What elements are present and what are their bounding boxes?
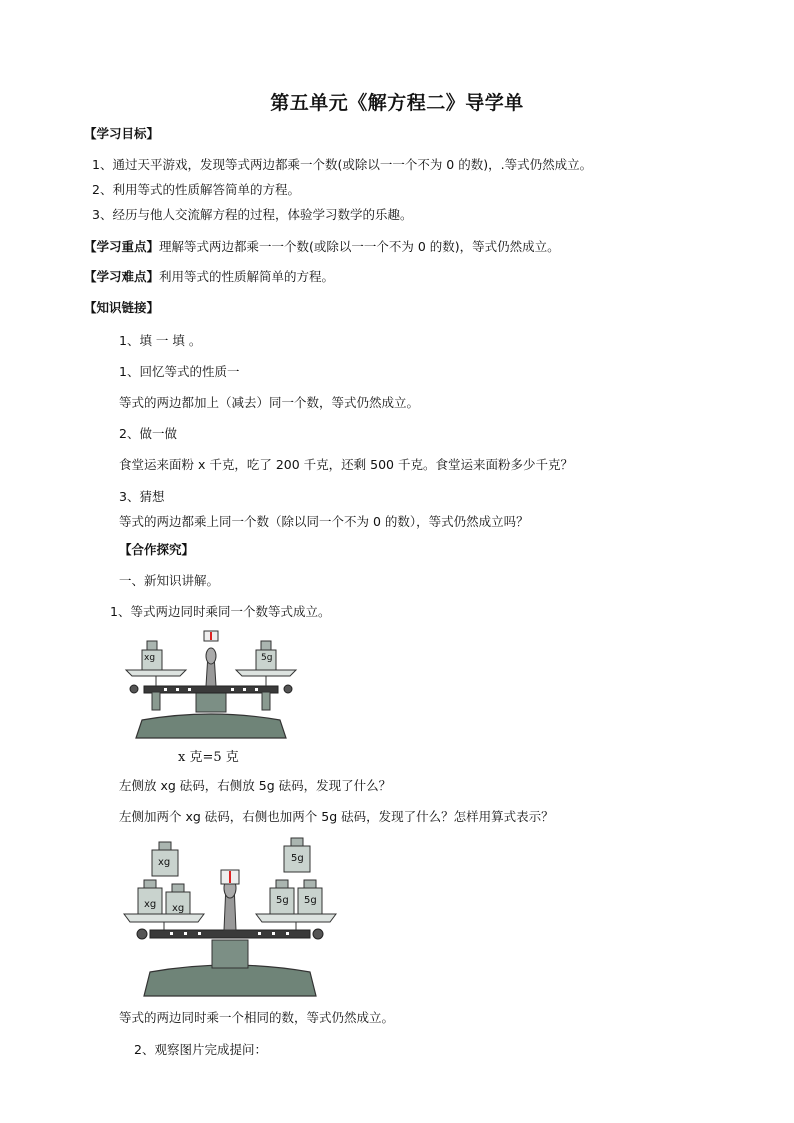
knowledge-heading: 【知识链接】 [84,300,160,315]
scale2-right-label-top: 5g [291,853,304,864]
scale2-left-label-2: xg [172,903,185,914]
goal-1: 1、通过天平游戏，发现等式两边都乘一个数(或除以一一个不为 0 的数)，.等式仍然成立。 [92,157,593,172]
key-point-label: 【学习重点】 [84,239,160,254]
scale2-left-label-1: xg [144,899,157,910]
coop-heading: 【合作探究】 [119,542,195,557]
goals-heading: 【学习目标】 [84,126,160,141]
document-title: 第五单元《解方程二》导学单 [270,92,524,114]
knowledge-line-7: 等式的两边都乘上同一个数（除以同一个不为 0 的数），等式仍然成立吗？ [119,514,529,529]
balance-scale-2 [120,832,340,1000]
scale2-right-label-1: 5g [276,895,289,906]
question-2: 左侧加两个 xg 砝码，右侧也加两个 5g 砝码，发现了什么？怎样用算式表示？ [119,809,554,824]
knowledge-line-4: 2、做一做 [119,426,177,441]
scale1-left-label: xg [144,653,156,663]
scale1-right-label: 5g [261,653,273,663]
question-1: 左侧放 xg 砝码，右侧放 5g 砝码，发现了什么？ [119,778,392,793]
difficulty-label: 【学习难点】 [84,269,160,284]
knowledge-line-5: 食堂运来面粉 x 千克，吃了 200 千克，还剩 500 千克。食堂运来面粉多少千克？ [119,457,573,472]
scale2-right-label-2: 5g [304,895,317,906]
balance-scale-1 [116,628,306,740]
section-1-heading: 一、新知识讲解。 [119,573,220,588]
scale2-left-label-top: xg [158,857,171,868]
item-2: 2、观察图片完成提问： [134,1042,267,1057]
key-point-text: 理解等式两边都乘一一个数(或除以一一个不为 0 的数)，等式仍然成立。 [159,239,560,254]
knowledge-line-2: 1、回忆等式的性质一 [119,364,240,379]
goal-3: 3、经历与他人交流解方程的过程，体验学习数学的乐趣。 [92,207,413,222]
scale1-caption: x 克=5 克 [178,750,239,765]
key-point [84,239,560,255]
difficulty-text: 利用等式的性质解简单的方程。 [159,269,335,284]
goal-2: 2、利用等式的性质解答简单的方程。 [92,182,300,197]
difficulty [84,269,334,285]
conclusion: 等式的两边同时乘一个相同的数，等式仍然成立。 [119,1010,395,1025]
knowledge-line-3: 等式的两边都加上（减去）同一个数，等式仍然成立。 [119,395,420,410]
item-1: 1、等式两边同时乘同一个数等式成立。 [110,604,331,619]
knowledge-line-6: 3、猜想 [119,489,165,504]
knowledge-line-1: 1、填 一 填 。 [119,333,202,348]
